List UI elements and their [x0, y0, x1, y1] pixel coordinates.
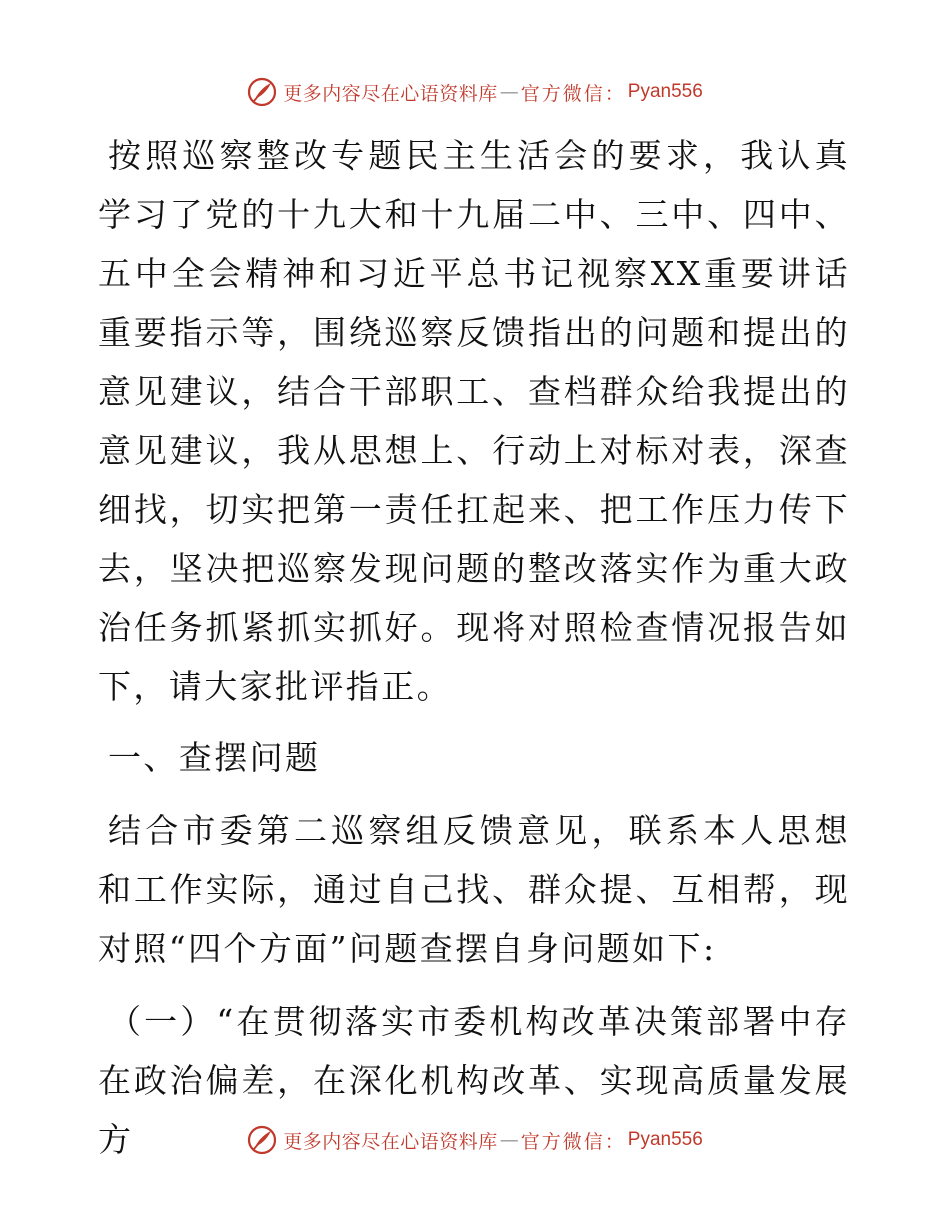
section-heading: 一、查摆问题 [108, 738, 321, 777]
watermark-label: 官方微信 [520, 1130, 605, 1153]
intro-paragraph: 按照巡察整改专题民主生活会的要求，我认真学习了党的十九大和十九届二中、三中、四中、五中全会精神和习近平总书记视察XX重要讲话重要指示等，围绕巡察反馈指出的问题和提出的意见建议，结合干部职工、查档群众给我提出的意见建议，我从思想上、行动上对标对表，深查细找，切实把第一责任扛起来、把工作压力传下去，坚决把巡察发现问题的整改落实作为重大政治任务抓紧抓实抓好。现将对照检查情况报告如下，请大家批评指正。 [98, 136, 850, 706]
watermark-text: 更多内容尽在心语资料库 [283, 82, 498, 105]
feather-pen-logo-icon [247, 77, 277, 107]
watermark-dash: — [499, 1129, 519, 1151]
footer-watermark [0, 1120, 950, 1160]
watermark-id: Pyan556 [627, 81, 703, 102]
watermark-label: 官方微信 [520, 82, 605, 105]
item-paragraph: （一）“在贯彻落实市委机构改革决策部署中存在政治偏差，在深化机构改革、实现高质量发展方 [98, 1002, 850, 1159]
header-watermark [0, 72, 950, 112]
watermark-dash: — [499, 81, 519, 103]
watermark-colon: ： [604, 1130, 624, 1153]
section-paragraph: 结合市委第二巡察组反馈意见，联系本人思想和工作实际，通过自己找、群众提、互相帮，现对照“四个方面”问题查摆自身问题如下: [98, 811, 850, 968]
feather-pen-logo-icon [247, 1125, 277, 1155]
watermark-colon: ： [604, 82, 624, 105]
watermark-id: Pyan556 [627, 1129, 703, 1150]
document-body [98, 126, 850, 1169]
watermark-text: 更多内容尽在心语资料库 [283, 1130, 498, 1153]
